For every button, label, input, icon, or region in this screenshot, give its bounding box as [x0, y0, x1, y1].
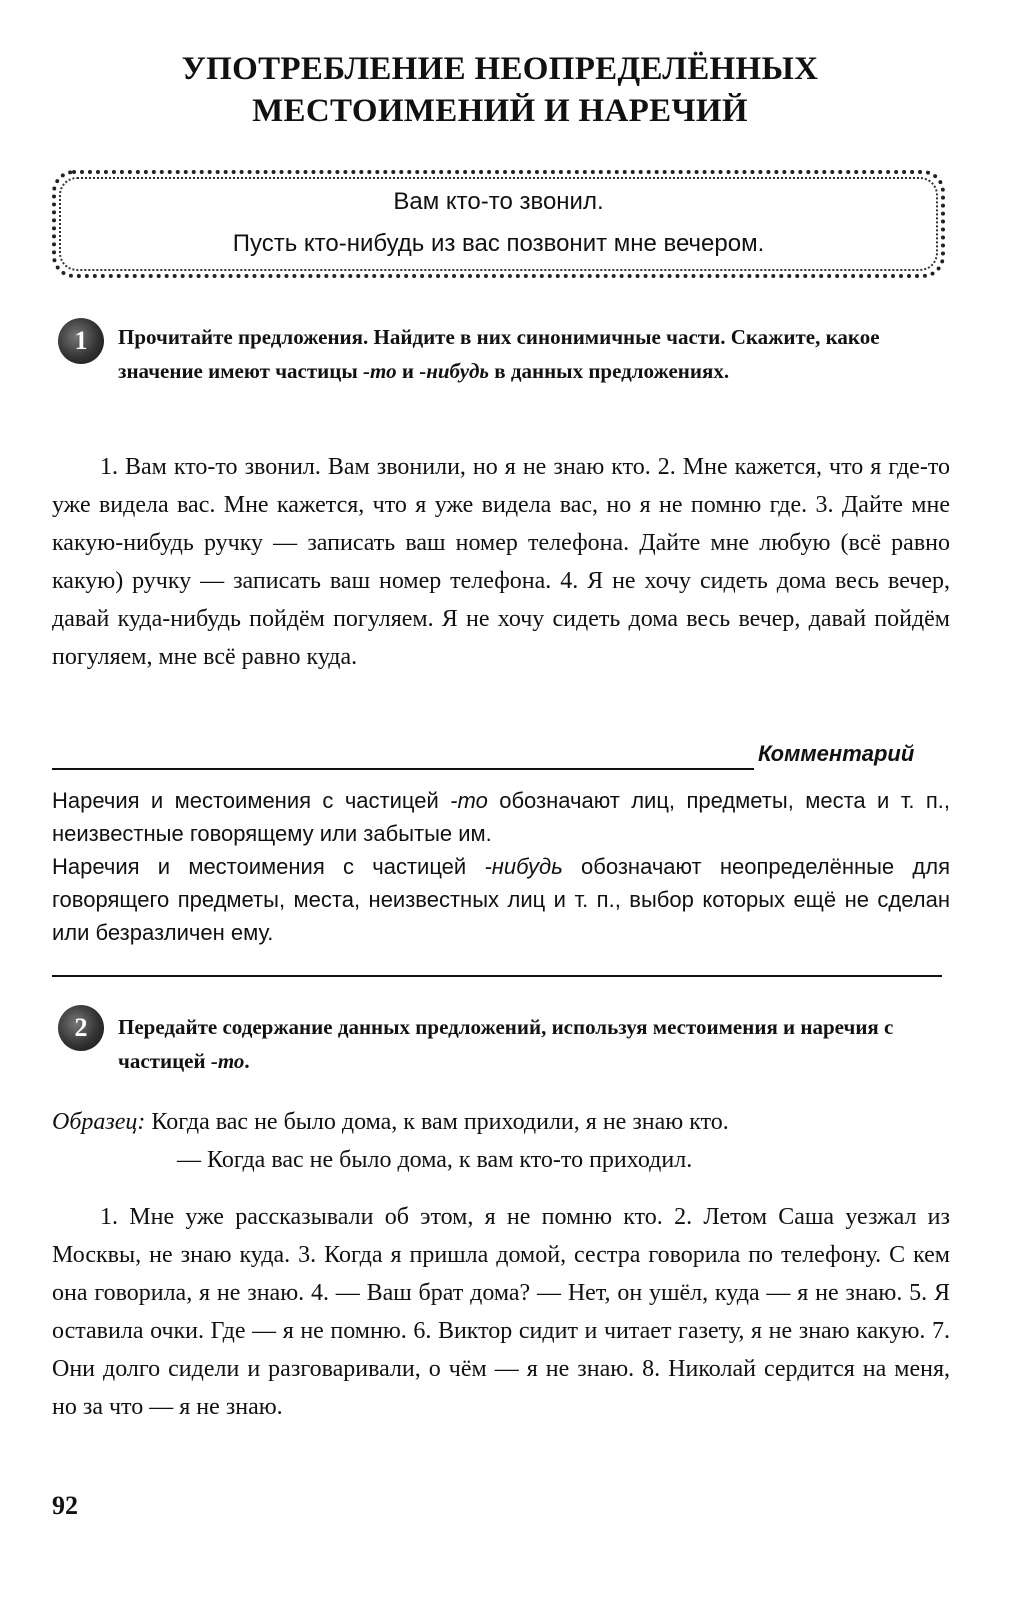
commentary-p2-particle: -нибудь — [484, 854, 563, 879]
task-2-particle-to: -то — [210, 1049, 245, 1073]
commentary-p1-particle: -то — [450, 788, 488, 813]
task-1-instruction-part2: и — [396, 359, 420, 383]
title-line-2: МЕСТОИМЕНИЙ И НАРЕЧИЙ — [252, 93, 748, 129]
commentary-label: Комментарий — [758, 741, 915, 766]
task-2-instruction-part2: . — [244, 1049, 250, 1073]
task-2-text — [52, 1198, 950, 1426]
task-2-badge: 2 — [58, 1005, 104, 1051]
example-line-1: Вам кто-то звонил. — [393, 188, 604, 215]
sample-label: Образец: — [52, 1109, 146, 1135]
example-line-2: Пусть кто-нибудь из вас позвонит мне вечером. — [232, 230, 765, 257]
sample-text-1: Когда вас не было дома, к вам приходили, я не знаю кто. — [151, 1109, 729, 1135]
page-title — [0, 48, 1000, 132]
commentary-paragraph-1 — [52, 784, 950, 850]
sample-line-1 — [52, 1103, 950, 1141]
commentary-bottom-rule — [52, 975, 942, 977]
example-box — [52, 170, 945, 278]
commentary-top-rule — [52, 768, 754, 770]
task-1-text — [52, 448, 950, 676]
task-2-instruction — [118, 1010, 948, 1078]
commentary-p2-part1: Наречия и местоимения с частицей — [52, 854, 485, 879]
commentary-p1-part1: Наречия и местоимения с частицей — [52, 788, 451, 813]
task-1-instruction-part1: Прочитайте предложения. Найдите в них синонимичные части. Скажите, какое значение имеют частицы — [118, 325, 880, 383]
commentary-text — [52, 784, 950, 949]
commentary-p2-part2: обозначают неопределённые для говорящего предметы, места, неизвестных лиц и т. п., выбор которых ещё не сделан или безразличен ему. — [52, 854, 951, 945]
task-1-badge: 1 — [58, 318, 104, 364]
commentary-paragraph-2 — [52, 850, 950, 949]
task-2-instruction-part1: Передайте содержание данных предложений, используя местоимения и наречия с частицей — [118, 1015, 894, 1073]
task-2-sample — [52, 1103, 950, 1179]
task-1-particle-nibud: -нибудь — [419, 359, 490, 383]
sample-line-2: — Когда вас не было дома, к вам кто-то приходил. — [177, 1147, 693, 1173]
task-1-instruction — [118, 320, 948, 388]
page-number: 92 — [52, 1491, 78, 1520]
commentary-p1-part2: обозначают лиц, предметы, места и т. п., неизвестные говорящему или забытые им. — [52, 788, 950, 846]
task-1-particle-to: -то — [363, 359, 397, 383]
title-line-1: УПОТРЕБЛЕНИЕ НЕОПРЕДЕЛЁННЫХ — [181, 51, 819, 87]
task-1-sentences: 1. Вам кто-то звонил. Вам звонили, но я не знаю кто. 2. Мне кажется, что я где-то уже видела вас. Мне кажется, что я уже видела вас, но я не помню где. 3. Дайте мне какую-нибудь ручку — записать ваш номер телефона. Дайте мне любую (всё равно какую) ручку — записать ваш номер телефона. 4. Я не хочу сидеть дома весь вечер, давай куда-нибудь пойдём погуляем. Я не хочу сидеть дома весь вечер, давай пойдём погуляем, мне всё равно куда. — [52, 454, 950, 670]
task-2-sentences: 1. Мне уже рассказывали об этом, я не помню кто. 2. Летом Саша уезжал из Москвы, не знаю куда. 3. Когда я пришла домой, сестра говорила по телефону. С кем она говорила, я не знаю. 4. — Ваш брат дома? — Нет, он ушёл, куда — я не знаю. 5. Я оставила очки. Где — я не помню. 6. Виктор сидит и читает газету, я не знаю какую. 7. Они долго сидели и разговаривали, о чём — я не знаю. 8. Николай сердится на меня, но за что — я не знаю. — [52, 1204, 950, 1420]
task-1-instruction-part3: в данных предложениях. — [489, 359, 730, 383]
